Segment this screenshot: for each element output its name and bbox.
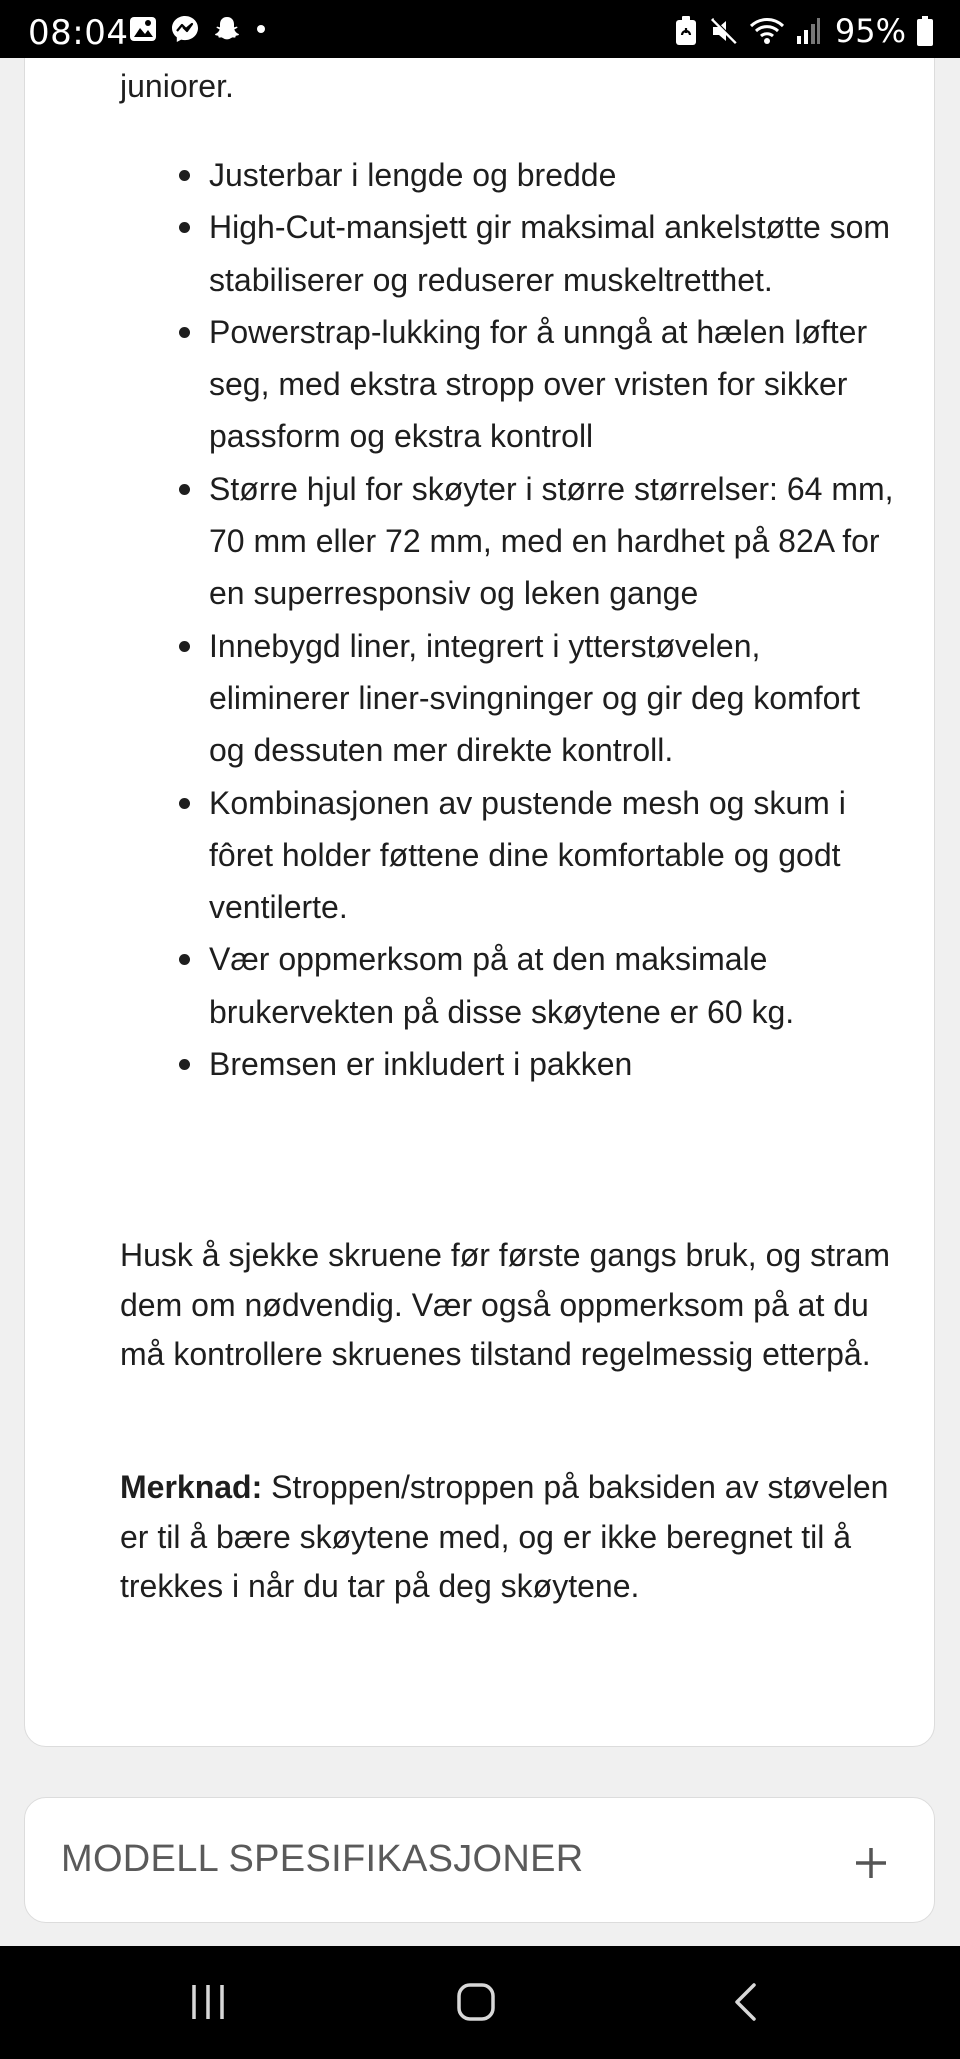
status-bar — [0, 0, 960, 58]
feature-item: Kombinasjonen av pustende mesh og skum i fôret holder føttene dine komfortable og godt ventilerte. — [209, 777, 900, 934]
system-icons — [673, 12, 934, 50]
screw-note: Husk å sjekke skruene før første gangs bruk, og stram dem om nødvendig. Vær også oppmerksom på at du må kontrollere skruenes tilstand regelmessig etterpå. — [120, 1237, 891, 1372]
feature-item: Vær oppmerksom på at den maksimale brukervekten på disse skøytene er 60 kg. — [209, 933, 900, 1038]
messenger-icon — [170, 14, 200, 44]
wifi-icon — [749, 16, 785, 46]
dot-icon — [254, 14, 268, 44]
feature-item: Innebygd liner, integrert i ytterstøvelen, eliminerer liner-svingninger og gir deg komfort og dessuten mer direkte kontroll. — [209, 620, 900, 777]
feature-item: Bremsen er inkludert i pakken — [209, 1038, 900, 1090]
home-icon[interactable] — [456, 1982, 496, 2022]
back-icon[interactable] — [730, 1982, 760, 2022]
navigation-bar — [0, 1946, 960, 2059]
recents-icon[interactable] — [190, 1982, 226, 2022]
feature-item: Powerstrap-lukking for å unngå at hælen løfter seg, med ekstra stropp over vristen for sikker passform og ekstra kontroll — [209, 306, 900, 463]
battery-icon — [916, 15, 934, 47]
snapchat-icon — [212, 14, 242, 44]
note-label: Merknad: — [120, 1469, 263, 1505]
mute-icon — [709, 16, 739, 46]
notification-icons — [128, 14, 268, 44]
model-specifications-accordion[interactable] — [24, 1797, 935, 1923]
feature-item: High-Cut-mansjett gir maksimal ankelstøtte som stabiliserer og reduserer muskeltretthet. — [209, 201, 900, 306]
gallery-icon — [128, 14, 158, 44]
feature-item: Større hjul for skøyter i større størrelser: 64 mm, 70 mm eller 72 mm, med en hardhet på 82A for en superresponsiv og leken gange — [209, 463, 900, 620]
product-description-card — [24, 0, 935, 1747]
feature-item: Justerbar i lengde og bredde — [209, 149, 900, 201]
note-text: Stroppen/stroppen på baksiden av støvelen er til å bære skøytene med, og er ikke beregnet til å trekkes i når du tar på deg skøytene. — [120, 1469, 889, 1604]
strap-note — [120, 1463, 910, 1612]
battery-percent: 95% — [834, 12, 906, 50]
feature-list — [120, 149, 900, 1090]
accordion-title: MODELL SPESIFIKASJONER — [61, 1838, 584, 1880]
status-time: 08:04 — [28, 13, 129, 53]
signal-icon — [795, 16, 821, 46]
battery-saver-icon — [673, 15, 699, 47]
plus-icon[interactable] — [854, 1846, 888, 1880]
description-intro: juniorer. — [120, 68, 234, 104]
